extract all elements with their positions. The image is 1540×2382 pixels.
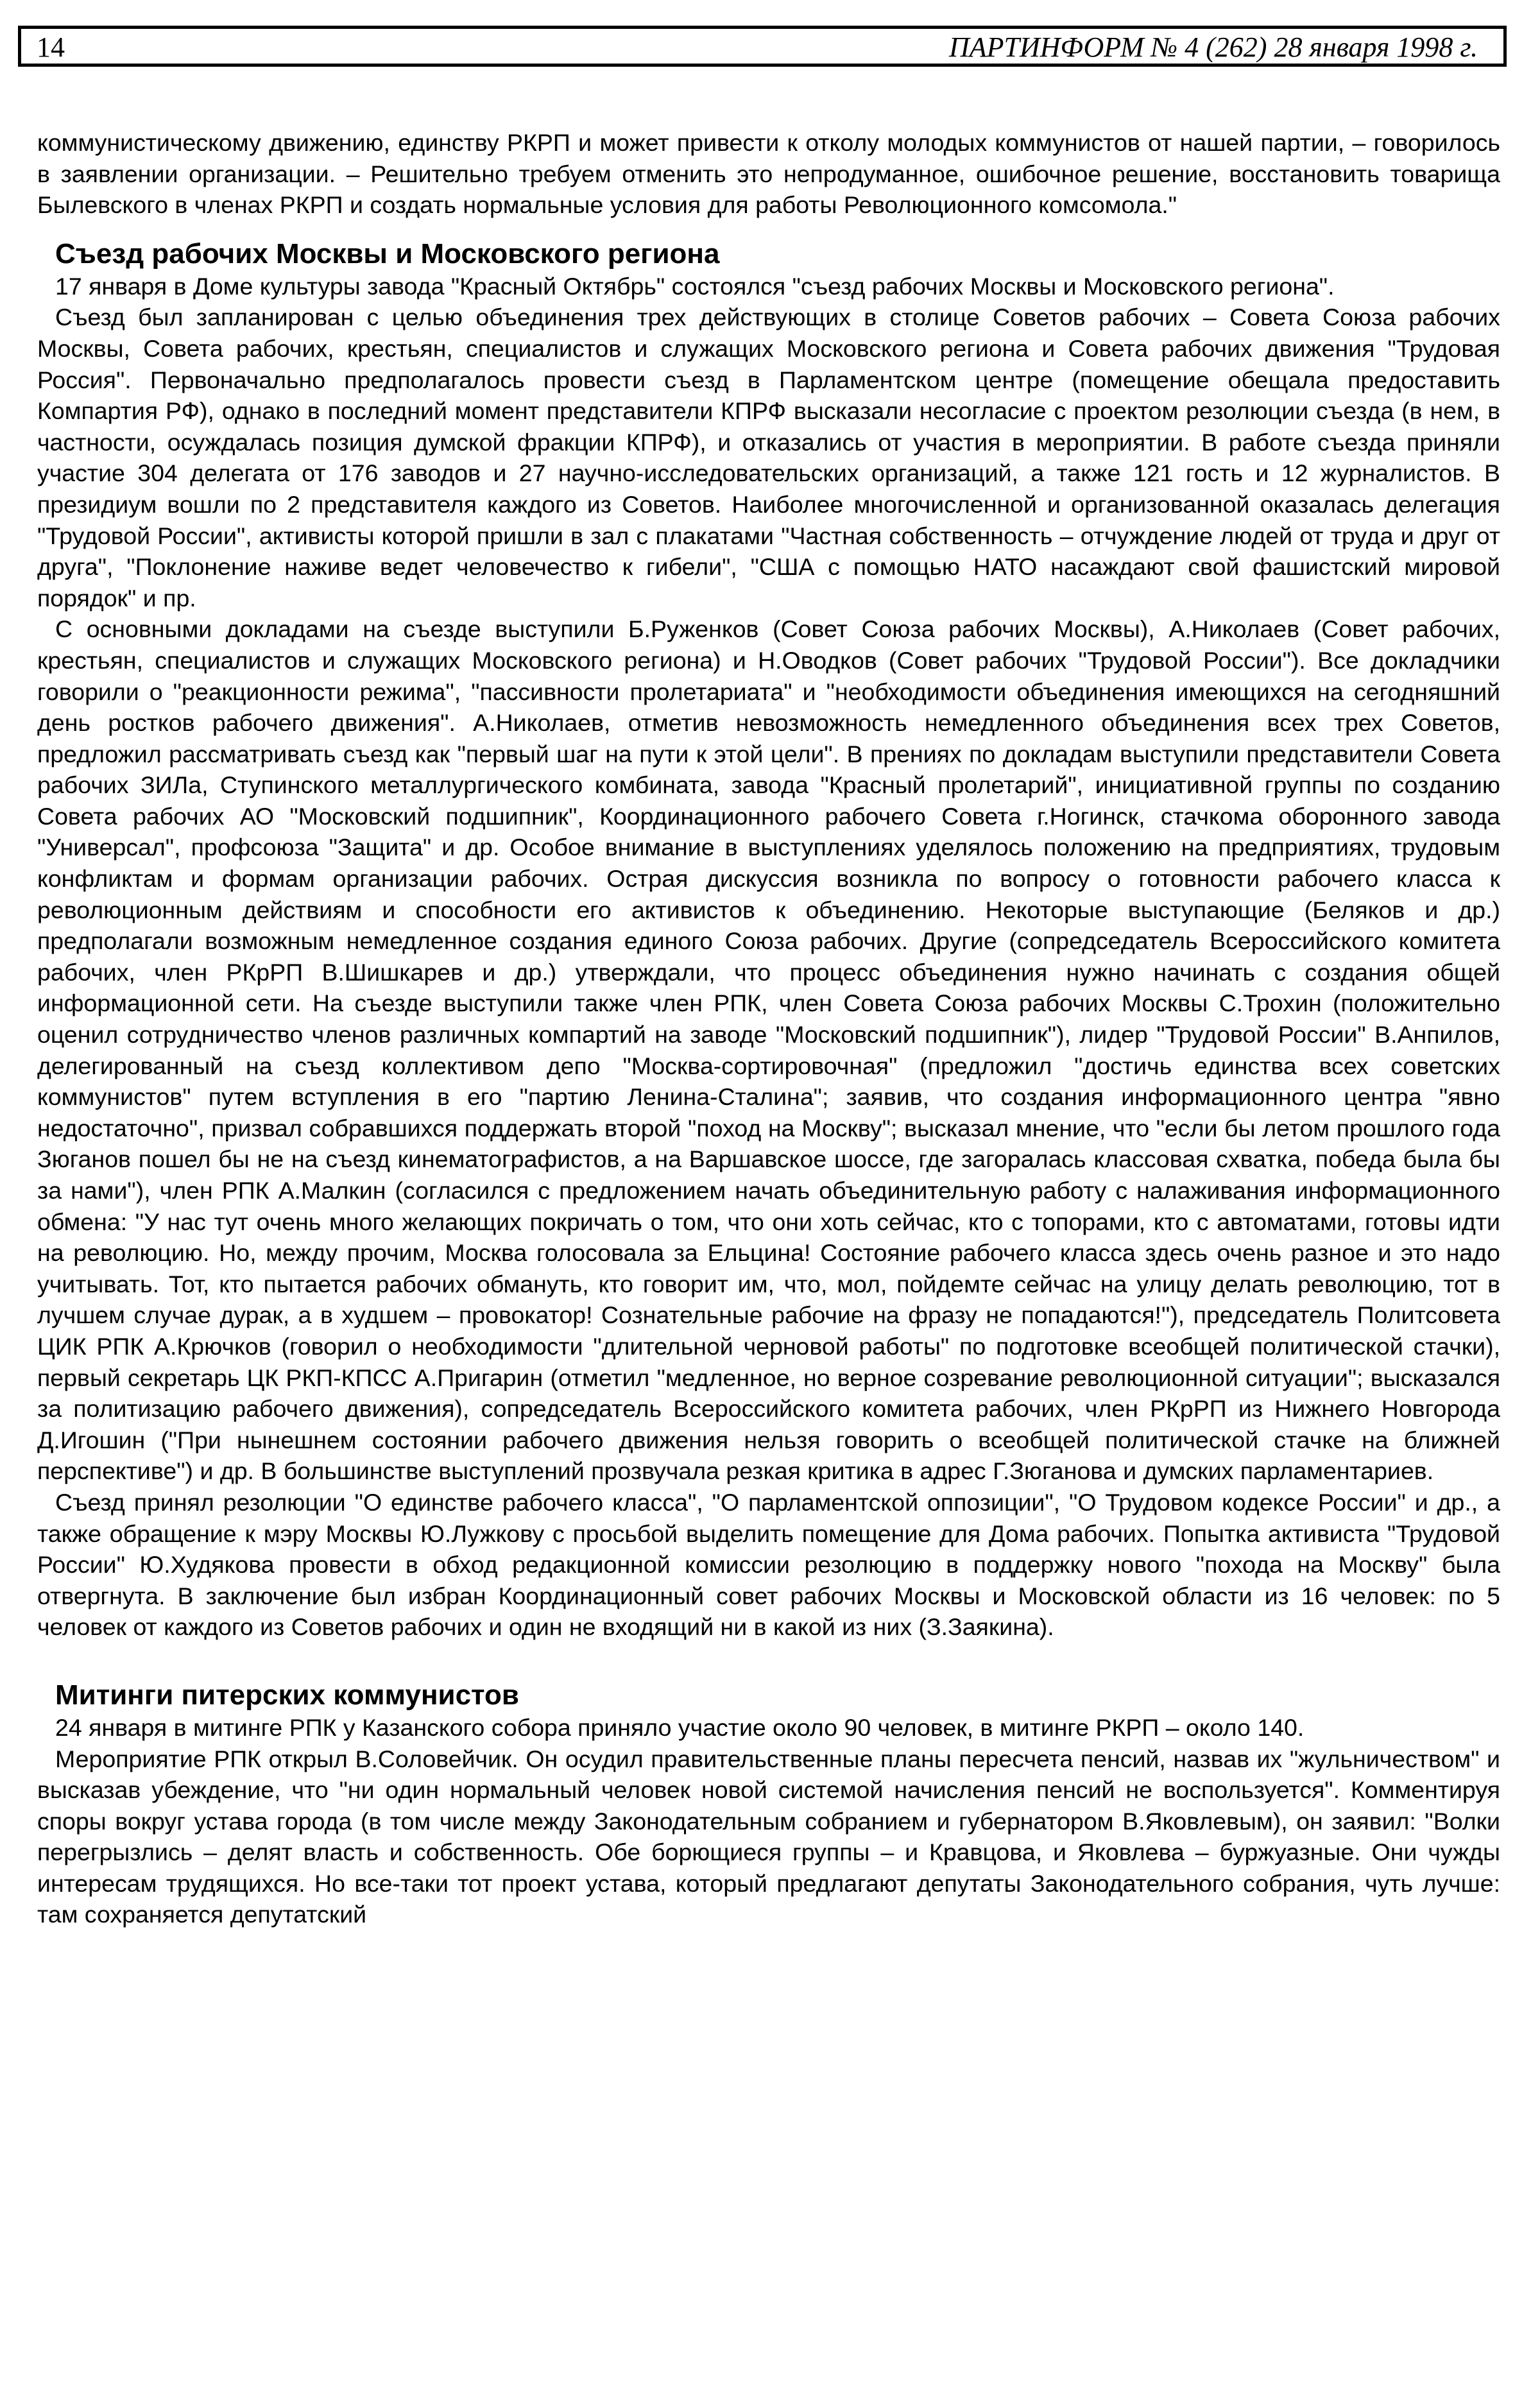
section-heading-petersburg-rallies: Митинги питерских коммунистов	[55, 1679, 519, 1711]
paragraph: Съезд принял резолюции "О единстве рабочего класса", "О парламентской оппозиции", "О Трудовом кодексе России" и др., а также обращение к мэру Москвы Ю.Лужкову с просьбой выделить помещение для Дома рабочих. Попытка активиста "Трудовой России" Ю.Худякова провести в обход редакционной комиссии резолюцию в поддержку нового "похода на Москву" была отвергнута. В заключение был избран Координационный совет рабочих Москвы и Московской области из 16 человек: по 5 человек от каждого из Советов рабочих и один не входящий ни в какой из них (З.Заякина).	[37, 1488, 1500, 1641]
spacer	[37, 1643, 1500, 1679]
paragraph: Съезд был запланирован с целью объединения трех действующих в столице Советов рабочих – Совета Союза рабочих Москвы, Совета рабочих, крестьян, специалистов и служащих Московского региона и Совета рабочих движения "Трудовая Россия". Первоначально предполагалось провести съезд в Парламентском центре (помещение обещала предоставить Компартия РФ), однако в последний момент представители КПРФ высказали несогласие с проектом резолюции съезда (в нем, в частности, осуждалась позиция думской фракции КПРФ), и отказались от участия в мероприятии. В работе съезда приняли участие 304 делегата от 176 заводов и 27 научно-исследовательских организаций, а также 121 гость и 12 журналистов. В президиум вошли по 2 представителя каждого из Советов. Наиболее многочисленной и организованной оказалась делегация "Трудовой России", активисты которой пришли в зал с плакатами "Частная собственность – отчуждение людей от труда и друг от друга", "Поклонение наживе ведет человечество к гибели", "США с помощью НАТО насаждают свой фашистский мировой порядок" и пр.	[37, 304, 1500, 612]
paragraph: С основными докладами на съезде выступили Б.Руженков (Совет Союза рабочих Москвы), А.Николаев (Совет рабочих, крестьян, специалистов и служащих Московского региона) и Н.Оводков (Совет рабочих "Трудовой России"). Все докладчики говорили о "реакционности режима", "пассивности пролетариата" и "необходимости объединения имеющихся на сегодняшний день ростков рабочего движения". А.Николаев, отметив невозможность немедленного объединения всех трех Советов, предложил рассматривать съезд как "первый шаг на пути к этой цели". В прениях по докладам выступили представители Совета рабочих ЗИЛа, Ступинского металлургического комбината, завода "Красный пролетарий", инициативной группы по созданию Совета рабочих АО "Московский подшипник", Координационного рабочего Совета г.Ногинск, стачкома оборонного завода "Универсал", профсоюза "Защита" и др. Особое внимание в выступлениях уделялось положению на предприятиях, трудовым конфликтам и формам организации рабочих. Острая дискуссия возникла по вопросу о готовности рабочего класса к революционным действиям и способности его активистов к объединению. Некоторые выступающие (Беляков и др.) предполагали возможным немедленное создания единого Союза рабочих. Другие (сопредседатель Всероссийского комитета рабочих, член РКрРП В.Шишкарев и др.) утверждали, что процесс объединения нужно начинать с создания общей информационной сети. На съезде выступили также член РПК, член Совета Союза рабочих Москвы С.Трохин (положительно оценил сотрудничество членов различных компартий на заводе "Московский подшипник"), лидер "Трудовой России" В.Анпилов, делегированный на съезд коллективом депо "Москва-сортировочная" (предложил "достичь единства всех советских коммунистов" путем вступления в его "партию Ленина-Сталина"; заявив, что создания информационного центра "явно недостаточно", призвал собравшихся поддержать второй "поход на Москву"; высказал мнение, что "если бы летом прошлого года Зюганов пошел бы не на съезд кинематографистов, а на Варшавское шоссе, где загоралась классовая схватка, победа была бы за нами"), член РПК А.Малкин (согласился с предложением начать объединительную работу с налаживания информационного обмена: "У нас тут очень много желающих покричать о том, что они хоть сейчас, кто с топорами, кто с автоматами, готовы идти на революцию. Но, между прочим, Москва голосовала за Ельцина! Состояние рабочего класса здесь очень разное и это надо учитывать. Тот, кто пытается рабочих обмануть, кто говорит им, что, мол, пойдемте сейчас на улицу делать революцию, тот в лучшем случае дурак, а в худшем – провокатор! Сознательные рабочие на фразу не попадаются!"), председатель Политсовета ЦИК РПК А.Крючков (говорил о необходимости "длительной черновой работы" по подготовке всеобщей политической стачки), первый секретарь ЦК РКП-КПСС А.Пригарин (отметил "медленное, но верное созревание революционной ситуации"; высказался за политизацию рабочего движения), сопредседатель Всероссийского комитета рабочих, член РКрРП из Нижнего Новгорода Д.Игошин ("При нынешнем состоянии рабочего движения нельзя говорить о всеобщей политической стачке на ближней перспективе") и др. В большинстве выступлений прозвучала резкая критика в адрес Г.Зюганова и думских парламентариев.	[37, 615, 1500, 1485]
issue-title: ПАРТИНФОРМ № 4 (262) 28 января 1998 г.	[948, 31, 1478, 63]
page-number: 14	[37, 31, 65, 63]
paragraph: 24 января в митинге РПК у Казанского собора приняло участие около 90 человек, в митинге РКРП – около 140.	[55, 1713, 1305, 1741]
spacer	[37, 221, 1500, 237]
paragraph: Мероприятие РПК открыл В.Соловейчик. Он осудил правительственные планы пересчета пенсий, назвав их "жульничеством" и высказав убеждение, что "ни один нормальный человек новой системой начисления пенсий не воспользуется". Комментируя споры вокруг устава города (в том числе между Законодательным собранием и губернатором В.Яковлевым), он заявил: "Волки перегрызлись – делят власть и собственность. Обе борющиеся группы – и Кравцова, и Яковлева – буржуазные. Они чужды интересам трудящихся. Но все-таки тот проект устава, который предлагают депутаты Законодательного собрания, чуть лучше: там сохраняется депутатский	[37, 1745, 1500, 1928]
section-heading-workers-congress: Съезд рабочих Москвы и Московского региона	[55, 237, 720, 270]
paragraph: 17 января в Доме культуры завода "Красный Октябрь" состоялся "съезд рабочих Москвы и Московского региона".	[55, 272, 1335, 300]
intro-paragraph: коммунистическому движению, единству РКРП и может привести к отколу молодых коммунистов от нашей партии, – говорилось в заявлении организации. – Решительно требуем отменить это непродуманное, ошибочное решение, восстановить товарища Былевского в членах РКРП и создать нормальные условия для работы Революционного комсомола."	[37, 129, 1500, 219]
page-header	[18, 26, 1507, 67]
article-body	[37, 127, 1500, 1930]
